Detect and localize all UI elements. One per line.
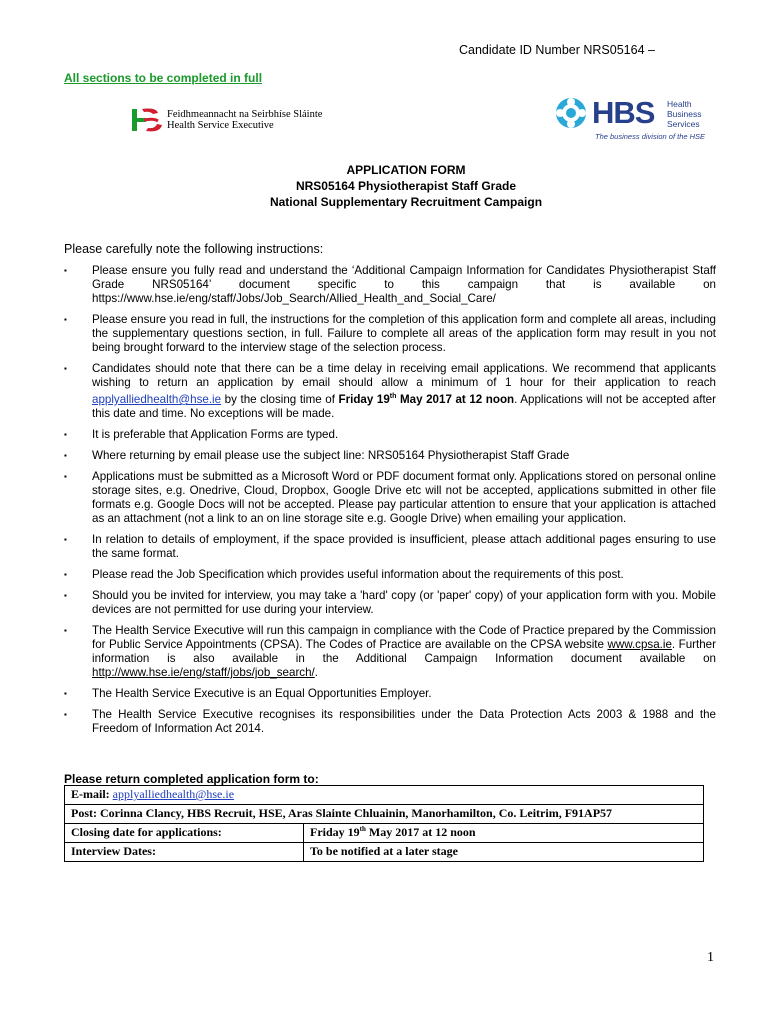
return-email-link[interactable]: applyalliedhealth@hse.ie <box>112 787 235 801</box>
instruction-text: Candidates should note that there can be a time delay in receiving email applications. We recommend that applicants wishing to return an application by email should allow a minimum of 1 hour for their application to reach <box>92 362 716 389</box>
instruction-text: The Health Service Executive is an Equal Opportunities Employer. <box>92 686 432 700</box>
table-row <box>65 805 704 824</box>
bullet-icon: ▪ <box>64 450 67 460</box>
table-row <box>65 786 704 805</box>
hse-irish-name: Feidhmeannacht na Seirbhíse Sláinte <box>167 109 323 120</box>
list-item <box>64 362 716 421</box>
bullet-icon: ▪ <box>64 534 67 544</box>
list-item <box>64 313 716 355</box>
hbs-emblem-icon <box>554 96 588 130</box>
bullet-icon: ▪ <box>64 266 67 275</box>
list-item <box>64 568 716 582</box>
bullet-icon: ▪ <box>64 709 67 719</box>
hse-jobs-link[interactable]: http://www.hse.ie/eng/staff/jobs/job_search/ <box>92 665 315 679</box>
instruction-text: The Health Service Executive recognises its responsibilities under the Data Protection Acts 2003 & 1988 and the Freedom of Information Act 2014. <box>92 707 716 735</box>
instructions-list <box>64 264 716 743</box>
instruction-text: It is preferable that Application Forms are typed. <box>92 427 339 441</box>
deadline-text: May 2017 at 12 noon <box>396 392 515 406</box>
table-row <box>65 824 704 843</box>
hbs-subtitle <box>667 99 702 129</box>
post-address: Post: Corinna Clancy, HBS Recruit, HSE, Aras Slainte Chluainin, Manorhamilton, Co. Leitrim, F91AP57 <box>65 805 704 824</box>
hbs-tagline: The business division of the HSE <box>595 132 706 141</box>
bullet-icon: ▪ <box>64 429 67 439</box>
instruction-text: In relation to details of employment, if the space provided is insufficient, please attach additional pages ensuring to use the same format. <box>92 532 716 560</box>
list-item <box>64 687 716 701</box>
closing-date-text: May 2017 at 12 noon <box>365 825 476 839</box>
hse-logo <box>128 105 322 135</box>
instruction-text: Where returning by email please use the subject line: NRS05164 Physiotherapist Staff Grade <box>92 448 570 462</box>
page-number: 1 <box>707 950 714 965</box>
title-line-2: NRS05164 Physiotherapist Staff Grade <box>295 179 517 193</box>
instruction-text: . Further information is also available in the Additional Campaign Information document available on <box>92 637 716 665</box>
closing-date-value <box>304 824 704 843</box>
bullet-icon: ▪ <box>64 569 67 579</box>
hbs-wordmark: HBS <box>592 95 655 130</box>
instructions-intro: Please carefully note the following instructions: <box>64 242 324 256</box>
hbs-logo <box>554 95 714 141</box>
list-item <box>64 470 716 526</box>
instruction-text: Please ensure you read in full, the instructions for the completion of this application form and complete all areas, including the supplementary questions section, in full. Failure to complete all areas of the application form may result in you not being brought forward to the interview stage of the selection process. <box>92 313 716 354</box>
list-item <box>64 449 716 463</box>
deadline-sup: th <box>389 393 397 400</box>
list-item <box>64 589 716 617</box>
return-heading: Please return completed application form to: <box>64 772 319 786</box>
closing-date-sup: th <box>359 825 366 833</box>
cpsa-link[interactable]: www.cpsa.ie <box>607 637 672 651</box>
hbs-sub-business: Business <box>667 109 702 119</box>
form-title <box>0 162 770 210</box>
email-label: E-mail: <box>71 787 113 801</box>
all-sections-note: All sections to be completed in full <box>64 71 263 85</box>
interview-dates-label: Interview Dates: <box>65 843 304 862</box>
hbs-sub-health: Health <box>667 99 692 109</box>
interview-dates-value: To be notified at a later stage <box>304 843 704 862</box>
return-details-table <box>64 785 704 862</box>
list-item <box>64 533 716 561</box>
list-item <box>64 624 716 680</box>
instruction-text: Please ensure you fully read and understand the ‘Additional Campaign Information for Candidates Physiotherapist Staff Grade NRS05164’ document specific to this campaign that is available on https://www.hse.ie/eng/staff/Jobs/Job_Search/Allied_Health_and_Social_Care/ <box>92 264 716 305</box>
bullet-icon: ▪ <box>64 625 67 635</box>
instruction-text: Should you be invited for interview, you may take a 'hard' copy (or 'paper' copy) of your application form with you. Mobile devices are not permitted for use during your interview. <box>92 588 716 616</box>
instruction-text: Applications must be submitted as a Microsoft Word or PDF document format only. Applications stored on personal online storage sites, e.g. Onedrive, Cloud, Dropbox, Google Drive etc will not be accepted, applications submitted in other file formats e.g. Google Docs will not be accepted. Please pay particular attention to ensure that your application is attached as an attachment (not a link to an on line storage site e.g. Google Drive) when emailing your application. <box>92 469 716 525</box>
deadline-text: Friday 19 <box>338 392 390 406</box>
title-line-3: National Supplementary Recruitment Campaign <box>269 195 543 209</box>
title-line-1: APPLICATION FORM <box>346 163 466 177</box>
closing-date-label: Closing date for applications: <box>65 824 304 843</box>
email-cell <box>65 786 704 805</box>
candidate-id: Candidate ID Number NRS05164 – <box>459 43 655 57</box>
closing-date-text: Friday 19 <box>310 825 360 839</box>
instruction-text: . Applications will not be accepted after this date and time. No exceptions will be made. <box>92 392 716 420</box>
hse-english-name: Health Service Executive <box>167 120 274 131</box>
table-row <box>65 843 704 862</box>
list-item <box>64 428 716 442</box>
bullet-icon: ▪ <box>64 471 67 481</box>
list-item <box>64 708 716 736</box>
hbs-sub-services: Services <box>667 119 700 129</box>
instruction-text: . <box>314 665 319 679</box>
instruction-text: by the closing time of <box>221 392 339 406</box>
bullet-icon: ▪ <box>64 590 67 600</box>
email-link[interactable]: applyalliedhealth@hse.ie <box>92 392 222 406</box>
list-item <box>64 264 716 306</box>
bullet-icon: ▪ <box>64 364 67 373</box>
bullet-icon: ▪ <box>64 688 67 698</box>
instruction-text: The Health Service Executive will run this campaign in compliance with the Code of Practice prepared by the Commission for Public Service Appointments (CPSA). The Codes of Practice are available on the CPSA website <box>92 623 716 651</box>
hse-emblem-icon <box>128 105 164 135</box>
instruction-text: Please read the Job Specification which provides useful information about the requirements of this post. <box>92 567 624 581</box>
bullet-icon: ▪ <box>64 315 67 324</box>
